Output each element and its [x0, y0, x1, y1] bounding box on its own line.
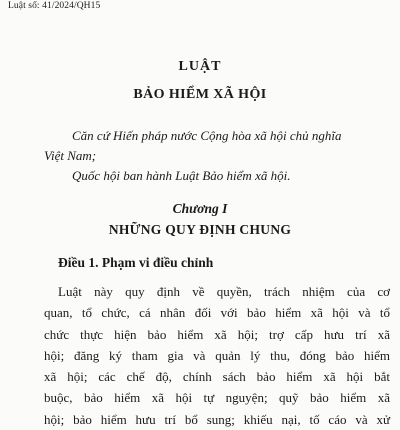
article-heading: Điều 1. Phạm vi điều chỉnh [58, 255, 214, 270]
chapter-title: NHỮNG QUY ĐỊNH CHUNG [108, 222, 292, 237]
law-title: LUẬT [178, 59, 222, 74]
article-line: hội; đăng ký tham gia và quản lý thu, đóng bảo hiểm [44, 347, 390, 363]
law-subtitle: BẢO HIỂM XÃ HỘI [133, 87, 267, 102]
article-line: xã hội; các chế độ, chính sách bảo hiểm xã hội bắt [44, 369, 390, 385]
preamble-line: Quốc hội ban hành Luật Bảo hiểm xã hội. [72, 168, 291, 183]
article-body [44, 281, 390, 430]
preamble-line: Việt Nam; [44, 148, 97, 163]
chapter-label: Chương I [172, 201, 228, 216]
preamble-line: Căn cứ Hiến pháp nước Cộng hòa xã hội chủ nghĩa [72, 128, 342, 143]
preamble [44, 126, 384, 186]
article-line: Luật này quy định về quyền, trách nhiệm của cơ [58, 284, 390, 299]
article-line: chức thực hiện bảo hiểm xã hội; trợ cấp hưu trí xã [44, 326, 390, 342]
law-number: Luật số: 41/2024/QH15 [8, 1, 101, 11]
article-line: buộc, bảo hiểm xã hội tự nguyện; quỹ bảo hiểm xã [44, 390, 390, 406]
article-line: quan, tổ chức, cá nhân đối với bảo hiểm xã hội và tổ [44, 305, 390, 321]
article-line: hội; bảo hiểm hưu trí bổ sung; khiếu nại, tố cáo và xử [44, 411, 390, 427]
